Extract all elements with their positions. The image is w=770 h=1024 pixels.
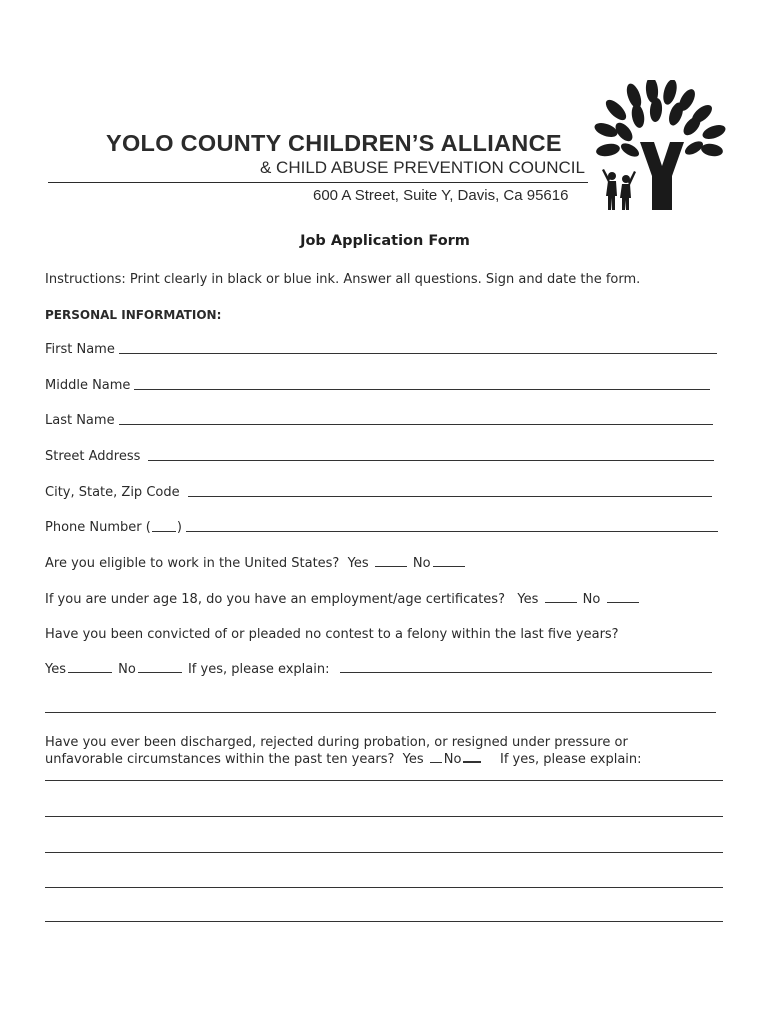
middle-name-label: Middle Name	[45, 378, 131, 393]
discharged-explain-line-1[interactable]	[45, 780, 723, 781]
eligible-question: Are you eligible to work in the United States?	[45, 556, 340, 571]
under18-no-field[interactable]	[607, 602, 639, 603]
felony-yes-label: Yes	[45, 662, 66, 677]
under18-yes-field[interactable]	[545, 602, 577, 603]
letterhead	[0, 0, 770, 220]
first-name-label: First Name	[45, 342, 115, 357]
last-name-label: Last Name	[45, 413, 115, 428]
discharged-question-line1: Have you ever been discharged, rejected during probation, or resigned under pressure or	[45, 735, 628, 750]
area-code-field[interactable]	[152, 531, 176, 532]
discharged-question-line2: unfavorable circumstances within the past ten years?	[45, 752, 395, 767]
felony-yes-field[interactable]	[68, 672, 112, 673]
street-address-label: Street Address	[45, 449, 141, 464]
phone-number-field[interactable]	[186, 531, 718, 532]
street-address-field[interactable]	[148, 460, 714, 461]
phone-number-label-close: )	[176, 520, 182, 535]
under18-question: If you are under age 18, do you have an employment/age certificates?	[45, 592, 505, 607]
last-name-field[interactable]	[119, 424, 713, 425]
felony-no-label: No	[118, 662, 136, 677]
discharged-question	[45, 734, 642, 768]
discharged-yes-field[interactable]	[430, 762, 442, 763]
middle-name-row	[45, 378, 710, 393]
city-state-zip-field[interactable]	[188, 496, 712, 497]
middle-name-field[interactable]	[134, 389, 710, 390]
under18-question-row	[45, 592, 641, 607]
street-address-row	[45, 449, 714, 464]
felony-question: Have you been convicted of or pleaded no contest to a felony within the last five years?	[45, 627, 619, 642]
eligible-yes-field[interactable]	[375, 566, 407, 567]
phone-number-label: Phone Number (	[45, 520, 151, 535]
discharged-explain-line-4[interactable]	[45, 887, 723, 888]
eligible-question-row	[45, 556, 467, 571]
city-state-zip-row	[45, 485, 712, 500]
felony-explain-line[interactable]	[45, 712, 716, 713]
first-name-row	[45, 342, 717, 357]
felony-explain-field[interactable]	[340, 672, 712, 673]
phone-number-row	[45, 520, 718, 535]
first-name-field[interactable]	[119, 353, 717, 354]
felony-answer-row	[45, 662, 714, 677]
tree-with-children-logo-icon	[590, 80, 730, 216]
discharged-yes-label: Yes	[402, 752, 424, 767]
eligible-no-field[interactable]	[433, 566, 465, 567]
under18-yes-label: Yes	[517, 592, 539, 607]
discharged-no-field[interactable]	[463, 761, 481, 763]
discharged-explain-line-2[interactable]	[45, 816, 723, 817]
organization-subname: & CHILD ABUSE PREVENTION COUNCIL	[260, 158, 585, 177]
organization-address: 600 A Street, Suite Y, Davis, Ca 95616	[313, 187, 569, 204]
eligible-yes-label: Yes	[347, 556, 369, 571]
organization-name: YOLO COUNTY CHILDREN’S ALLIANCE	[106, 130, 562, 156]
header-rule	[48, 182, 588, 183]
section-heading-personal: PERSONAL INFORMATION:	[45, 308, 222, 322]
last-name-row	[45, 413, 713, 428]
eligible-no-label: No	[412, 556, 431, 571]
felony-no-field[interactable]	[138, 672, 182, 673]
under18-no-label: No	[582, 592, 601, 607]
city-state-zip-label: City, State, Zip Code	[45, 485, 180, 500]
felony-explain-label: If yes, please explain:	[187, 662, 330, 677]
discharged-explain-label: If yes, please explain:	[500, 752, 642, 767]
discharged-explain-line-3[interactable]	[45, 852, 723, 853]
discharged-no-label: No	[443, 752, 462, 767]
instructions: Instructions: Print clearly in black or blue ink. Answer all questions. Sign and date the form.	[45, 272, 641, 287]
form-title: Job Application Form	[300, 233, 470, 249]
discharged-explain-line-5[interactable]	[45, 921, 723, 922]
